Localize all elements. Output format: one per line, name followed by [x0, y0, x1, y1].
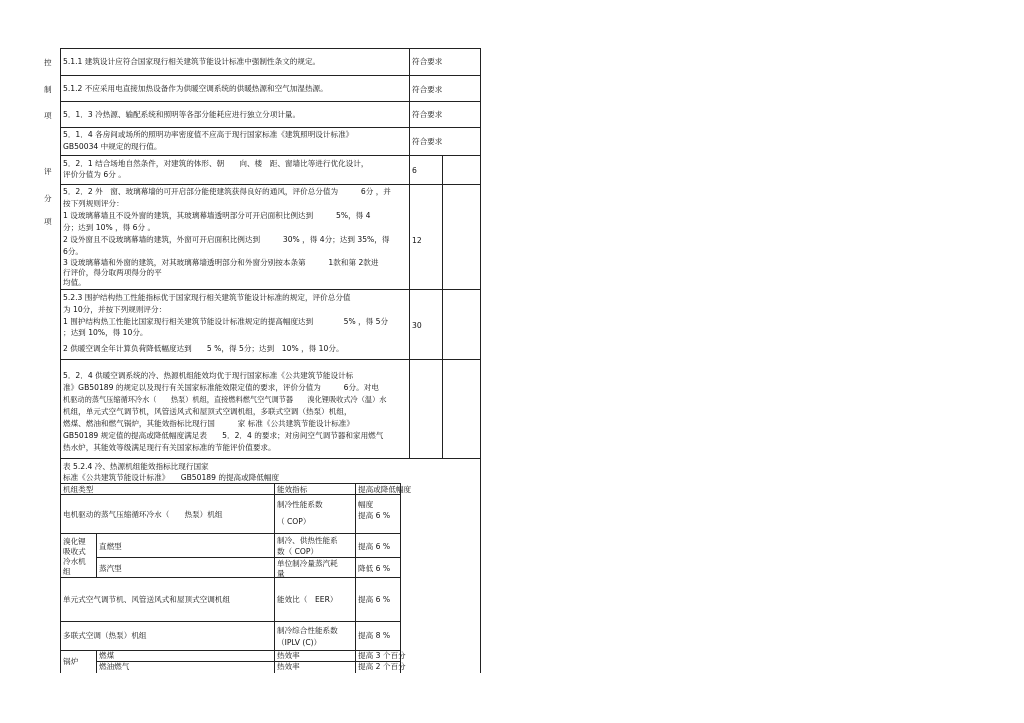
table-cell: 制冷综合性能系数	[277, 626, 338, 635]
table-cell: 单元式空气调节机、风管送风式和屋顶式空调机组	[63, 595, 231, 604]
score-item-score: 6	[412, 166, 417, 175]
control-item-result: 符合要求	[412, 110, 443, 119]
score-item-text: 机组，单元式空气调节机，风管送风式和屋顶式空调机组，多联式空调（热泵）机组，	[63, 407, 352, 416]
table-cell: 冷水机	[63, 557, 86, 566]
table-cell: 制冷性能系数	[277, 500, 323, 509]
score-item-text: 3 设玻璃幕墙和外窗的建筑，对其玻璃幕墙透明部分和外窗分别按本条第 1款和第 2款进	[63, 258, 379, 267]
score-item-text: 1 围护结构热工性能比国家现行相关建筑节能设计标准规定的提高幅度达到 5% ，得 5分	[63, 317, 389, 326]
score-item-score: 30	[412, 321, 422, 330]
table-cell: 提高 6 %	[358, 511, 391, 520]
table-cell: 组	[63, 567, 71, 576]
table-cell: 电机驱动的蒸气压缩循环冷水（ 热泵）机组	[63, 510, 223, 519]
table-cell: 锅炉	[63, 657, 79, 666]
table-cell: 吸收式	[63, 547, 86, 556]
score-label-char: 评	[44, 167, 52, 176]
score-item-text: 5．2．2 外 窗、玻璃幕墙的可开启部分能使建筑获得良好的通风，评价总分值为 6分 ，并	[63, 187, 391, 196]
score-item-text: 5．2．4 供暖空调系统的冷、热源机组能效均优于现行国家标准《公共建筑节能设计标	[63, 371, 354, 380]
table-cell: 单位制冷量蒸汽耗	[277, 559, 338, 568]
table-cell: 数（ COP）	[277, 547, 319, 556]
score-item-text: 行评价，得分取两项得分的平	[63, 268, 162, 277]
table-cell: （ COP）	[277, 517, 311, 526]
table-title: 表 5.2.4 冷、热源机组能效指标比现行国家	[63, 462, 209, 471]
control-label-char: 控	[44, 58, 52, 67]
control-item-text: 5．1．4 各房间或场所的照明功率密度值不应高于现行国家标准《建筑照明设计标准》	[63, 130, 354, 139]
score-item-text: 2 设外窗且不设玻璃幕墙的建筑，外窗可开启面积比例达到 30% ，得 4分；达到 35%，得	[63, 235, 390, 244]
table-cell: 燃油燃气	[99, 662, 130, 671]
score-label-char: 分	[44, 194, 52, 203]
score-item-text: 2 供暖空调全年计算负荷降低幅度达到 5 %，得 5分；达到 10% ，得 10分。	[63, 344, 344, 353]
control-item-text: 5.1.2 不应采用电直接加热设备作为供暖空调系统的供暖热源和空气加湿热源。	[63, 84, 328, 93]
score-item-text: 5.2.3 围护结构热工性能指标优于国家现行相关建筑节能设计标准的规定，评价总分值	[63, 293, 351, 302]
table-cell: 溴化锂	[63, 537, 86, 546]
score-item-text: 燃煤、燃油和燃气锅炉，其能效指标比现行国 家 标准《公共建筑节能设计标准》	[63, 419, 354, 428]
table-cell: 提高 6 %	[358, 595, 391, 604]
table-cell: （IPLV (C)）	[277, 638, 322, 647]
score-item-text: 6分。	[63, 247, 84, 256]
score-item-text: 机驱动的蒸气压缩循环冷水（ 热泵）机组，直接燃料燃气空气调节器 溴化锂吸收式冷（温）水	[63, 395, 387, 404]
control-item-result: 符合要求	[412, 137, 443, 146]
table-cell: 提高 6 %	[358, 542, 391, 551]
control-item-text: 5．1．3 冷热源、输配系统和照明等各部分能耗应进行独立分项计量。	[63, 110, 301, 119]
table-cell: 热效率	[277, 662, 300, 671]
score-item-text: 1 设玻璃幕墙且不设外窗的建筑，其玻璃幕墙透明部分可开启面积比例达到 5%，得 4	[63, 211, 371, 220]
score-label-char: 项	[44, 217, 52, 226]
table-title: 标准《公共建筑节能设计标准》 GB50189 的提高或降低幅度	[63, 473, 280, 482]
table-header-cell: 提高或降低幅度	[358, 485, 412, 494]
table-cell: 直燃型	[99, 542, 122, 551]
score-item-text: 均值。	[63, 278, 86, 287]
score-item-text: 评价分值为 6分 。	[63, 170, 126, 179]
table-cell: 燃煤	[99, 651, 115, 660]
score-item-text: 分；达到 10% ，得 6分 。	[63, 223, 156, 232]
table-cell: 热效率	[277, 651, 300, 660]
score-item-text: 为 10分，并按下列规则评分：	[63, 305, 167, 314]
score-item-text: 热水炉，其能效等级满足现行有关国家标准的节能评价值要求。	[63, 443, 276, 452]
table-cell: 降低 6 %	[358, 564, 391, 573]
table-cell: 多联式空调（热泵）机组	[63, 631, 147, 640]
table-cell: 幅度	[358, 500, 374, 509]
control-item-result: 符合要求	[412, 57, 443, 66]
table-cell: 提高 3 个百分	[358, 651, 406, 660]
table-cell: 量	[277, 569, 285, 578]
score-item-text: GB50189 规定值的提高或降低幅度满足表 5．2．4 的要求；对房间空气调节器和家用燃气	[63, 431, 384, 440]
table-cell: 蒸汽型	[99, 564, 122, 573]
score-item-text: 5．2．1 结合场地自然条件，对建筑的体形、朝 向、楼 距、窗墙比等进行优化设计，	[63, 159, 369, 168]
control-item-result: 符合要求	[412, 85, 443, 94]
table-cell: 制冷、供热性能系	[277, 536, 338, 545]
score-item-score: 12	[412, 236, 422, 245]
control-item-text: GB50034 中规定的现行值。	[63, 142, 162, 151]
table-header-cell: 机组类型	[63, 485, 94, 494]
table-header-cell: 能效指标	[277, 485, 308, 494]
control-label-char: 项	[44, 111, 52, 120]
score-item-text: 准》GB50189 的规定以及现行有关国家标准能效限定值的要求，评价分值为 6分。对电	[63, 383, 379, 392]
table-cell: 提高 2 个百分	[358, 662, 406, 671]
score-item-text: 按下列规则评分：	[63, 199, 124, 208]
control-label-char: 制	[44, 85, 52, 94]
score-item-text: ；达到 10%，得 10分。	[63, 328, 148, 337]
control-item-text: 5.1.1 建筑设计应符合国家现行相关建筑节能设计标准中强制性条文的规定。	[63, 57, 321, 66]
table-cell: 提高 8 %	[358, 631, 391, 640]
table-cell: 能效比（ EER）	[277, 595, 338, 604]
